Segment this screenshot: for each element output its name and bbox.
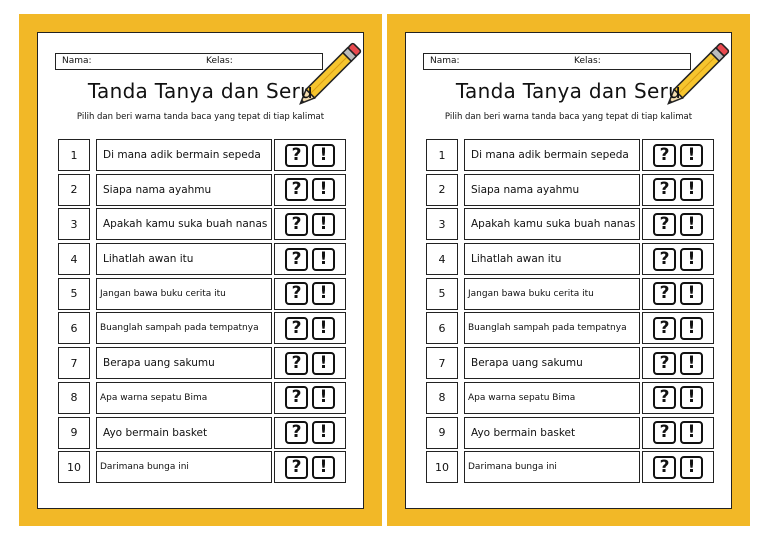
question-number: 5	[426, 278, 458, 310]
question-mark-choice[interactable]: ?	[653, 213, 676, 236]
question-number: 8	[58, 382, 90, 414]
exclamation-mark-choice[interactable]: !	[680, 352, 703, 375]
question-list	[58, 139, 346, 486]
pencil-icon	[283, 31, 373, 121]
question-sentence: Siapa nama ayahmu	[464, 174, 640, 206]
punctuation-choices	[274, 451, 346, 483]
question-mark-choice[interactable]: ?	[285, 386, 308, 409]
question-mark-choice[interactable]: ?	[653, 248, 676, 271]
question-sentence: Lihatlah awan itu	[464, 243, 640, 275]
question-sentence: Jangan bawa buku cerita itu	[464, 278, 640, 310]
question-sentence: Berapa uang sakumu	[464, 347, 640, 379]
worksheet-page	[37, 32, 364, 509]
question-row	[426, 139, 714, 174]
question-mark-choice[interactable]: ?	[285, 421, 308, 444]
punctuation-choices	[642, 382, 714, 414]
question-row	[58, 382, 346, 417]
punctuation-choices	[642, 451, 714, 483]
question-mark-choice[interactable]: ?	[285, 317, 308, 340]
question-row	[58, 347, 346, 382]
question-row	[58, 312, 346, 347]
question-number: 1	[58, 139, 90, 171]
question-number: 4	[426, 243, 458, 275]
question-mark-choice[interactable]: ?	[285, 282, 308, 305]
question-row	[58, 174, 346, 209]
question-row	[426, 243, 714, 278]
question-number: 3	[58, 208, 90, 240]
nama-label: Nama:	[62, 56, 92, 66]
question-number: 10	[58, 451, 90, 483]
exclamation-mark-choice[interactable]: !	[680, 386, 703, 409]
exclamation-mark-choice[interactable]: !	[312, 213, 335, 236]
question-row	[426, 451, 714, 486]
question-row	[426, 312, 714, 347]
exclamation-mark-choice[interactable]: !	[312, 386, 335, 409]
punctuation-choices	[274, 278, 346, 310]
exclamation-mark-choice[interactable]: !	[680, 248, 703, 271]
exclamation-mark-choice[interactable]: !	[680, 213, 703, 236]
exclamation-mark-choice[interactable]: !	[312, 178, 335, 201]
question-sentence: Ayo bermain basket	[464, 417, 640, 449]
question-mark-choice[interactable]: ?	[653, 386, 676, 409]
question-sentence: Siapa nama ayahmu	[96, 174, 272, 206]
question-number: 5	[58, 278, 90, 310]
question-row	[58, 417, 346, 452]
punctuation-choices	[642, 347, 714, 379]
question-mark-choice[interactable]: ?	[653, 144, 676, 167]
question-sentence: Di mana adik bermain sepeda	[464, 139, 640, 171]
question-mark-choice[interactable]: ?	[285, 178, 308, 201]
question-mark-choice[interactable]: ?	[653, 317, 676, 340]
pencil-icon	[651, 31, 741, 121]
kelas-label: Kelas:	[206, 56, 233, 66]
question-sentence: Apakah kamu suka buah nanas	[96, 208, 272, 240]
question-mark-choice[interactable]: ?	[285, 144, 308, 167]
question-mark-choice[interactable]: ?	[285, 456, 308, 479]
exclamation-mark-choice[interactable]: !	[312, 421, 335, 444]
punctuation-choices	[642, 278, 714, 310]
question-sentence: Lihatlah awan itu	[96, 243, 272, 275]
question-sentence: Apa warna sepatu Bima	[96, 382, 272, 414]
question-number: 2	[58, 174, 90, 206]
question-row	[58, 243, 346, 278]
punctuation-choices	[642, 417, 714, 449]
question-number: 9	[58, 417, 90, 449]
question-sentence: Darimana bunga ini	[464, 451, 640, 483]
question-sentence: Buanglah sampah pada tempatnya	[464, 312, 640, 344]
question-sentence: Berapa uang sakumu	[96, 347, 272, 379]
question-number: 10	[426, 451, 458, 483]
exclamation-mark-choice[interactable]: !	[312, 248, 335, 271]
punctuation-choices	[274, 243, 346, 275]
exclamation-mark-choice[interactable]: !	[680, 421, 703, 444]
question-number: 2	[426, 174, 458, 206]
worksheet-title: Tanda Tanya dan Seru	[87, 79, 314, 103]
punctuation-choices	[274, 139, 346, 171]
exclamation-mark-choice[interactable]: !	[680, 317, 703, 340]
worksheet-card-left	[19, 14, 382, 526]
question-row	[58, 451, 346, 486]
exclamation-mark-choice[interactable]: !	[312, 144, 335, 167]
worksheet-title: Tanda Tanya dan Seru	[455, 79, 682, 103]
exclamation-mark-choice[interactable]: !	[312, 317, 335, 340]
question-row	[426, 382, 714, 417]
punctuation-choices	[642, 312, 714, 344]
question-sentence: Apakah kamu suka buah nanas	[464, 208, 640, 240]
punctuation-choices	[642, 174, 714, 206]
question-number: 6	[58, 312, 90, 344]
question-number: 3	[426, 208, 458, 240]
question-number: 8	[426, 382, 458, 414]
kelas-label: Kelas:	[574, 56, 601, 66]
question-mark-choice[interactable]: ?	[653, 421, 676, 444]
worksheet-card-right	[387, 14, 750, 526]
punctuation-choices	[274, 347, 346, 379]
question-mark-choice[interactable]: ?	[285, 248, 308, 271]
exclamation-mark-choice[interactable]: !	[312, 352, 335, 375]
question-number: 1	[426, 139, 458, 171]
nama-label: Nama:	[430, 56, 460, 66]
exclamation-mark-choice[interactable]: !	[680, 144, 703, 167]
question-mark-choice[interactable]: ?	[285, 352, 308, 375]
punctuation-choices	[274, 208, 346, 240]
question-list	[426, 139, 714, 486]
question-sentence: Ayo bermain basket	[96, 417, 272, 449]
question-row	[58, 278, 346, 313]
question-number: 7	[426, 347, 458, 379]
question-row	[426, 278, 714, 313]
worksheet-instruction: Pilih dan beri warna tanda baca yang tepat di tiap kalimat	[76, 112, 325, 122]
question-mark-choice[interactable]: ?	[653, 352, 676, 375]
punctuation-choices	[642, 208, 714, 240]
question-mark-choice[interactable]: ?	[653, 178, 676, 201]
punctuation-choices	[274, 174, 346, 206]
exclamation-mark-choice[interactable]: !	[680, 282, 703, 305]
question-number: 6	[426, 312, 458, 344]
question-number: 9	[426, 417, 458, 449]
punctuation-choices	[274, 312, 346, 344]
worksheet-instruction: Pilih dan beri warna tanda baca yang tepat di tiap kalimat	[444, 112, 693, 122]
question-row	[58, 208, 346, 243]
question-row	[426, 347, 714, 382]
question-sentence: Darimana bunga ini	[96, 451, 272, 483]
exclamation-mark-choice[interactable]: !	[680, 456, 703, 479]
exclamation-mark-choice[interactable]: !	[312, 282, 335, 305]
question-sentence: Buanglah sampah pada tempatnya	[96, 312, 272, 344]
question-sentence: Apa warna sepatu Bima	[464, 382, 640, 414]
exclamation-mark-choice[interactable]: !	[312, 456, 335, 479]
question-number: 4	[58, 243, 90, 275]
punctuation-choices	[642, 243, 714, 275]
question-row	[58, 139, 346, 174]
question-mark-choice[interactable]: ?	[285, 213, 308, 236]
question-row	[426, 417, 714, 452]
exclamation-mark-choice[interactable]: !	[680, 178, 703, 201]
punctuation-choices	[274, 417, 346, 449]
question-mark-choice[interactable]: ?	[653, 456, 676, 479]
question-row	[426, 208, 714, 243]
question-sentence: Di mana adik bermain sepeda	[96, 139, 272, 171]
worksheet-page	[405, 32, 732, 509]
question-row	[426, 174, 714, 209]
punctuation-choices	[642, 139, 714, 171]
question-sentence: Jangan bawa buku cerita itu	[96, 278, 272, 310]
punctuation-choices	[274, 382, 346, 414]
question-number: 7	[58, 347, 90, 379]
question-mark-choice[interactable]: ?	[653, 282, 676, 305]
